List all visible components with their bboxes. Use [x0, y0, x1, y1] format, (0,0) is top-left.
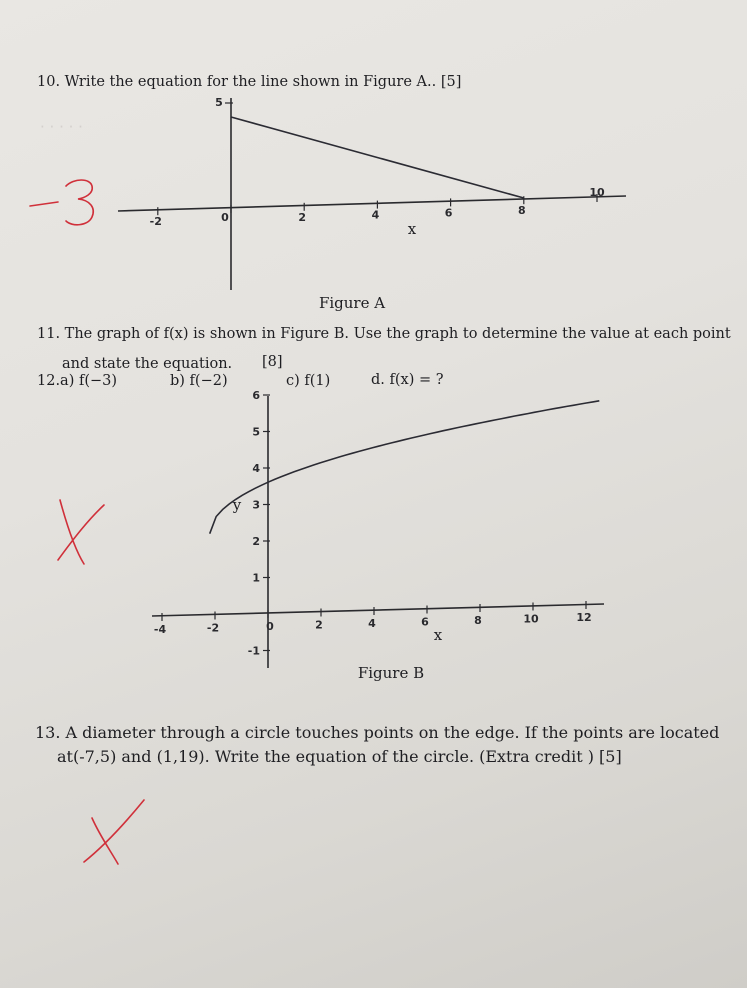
- handwritten-x-mark-12: [58, 500, 104, 564]
- figure-a-x-tick-label: -2: [149, 215, 162, 229]
- question-11-line-1: 11. The graph of f(x) is shown in Figure B. Use the graph to determine the value at each point: [37, 326, 731, 342]
- figure-a-x-axis-label: x: [407, 220, 417, 238]
- figure-b-x-tick-label: 6: [421, 615, 429, 629]
- handwritten-answer-minus-3: [30, 180, 93, 225]
- figure-a-x-tick-label: 6: [444, 206, 453, 220]
- figure-a-caption: Figure A: [318, 294, 386, 312]
- question-11-line-2: and state the equation.: [62, 356, 233, 372]
- figure-a-x-tick-label: 8: [517, 204, 526, 218]
- figure-b-x-tick-label: 8: [474, 614, 482, 627]
- figure-b-y-tick-label: 4: [252, 462, 260, 475]
- figure-a-y-tick-label-5: 5: [215, 96, 223, 109]
- figure-b-y-tick-label: 1: [252, 571, 260, 585]
- figure-b-y-tick-label: 6: [252, 389, 260, 402]
- question-13-line-1: 13. A diameter through a circle touches points on the edge. If the points are located: [35, 723, 720, 742]
- figure-b-caption: Figure B: [357, 664, 425, 682]
- figure-b-y-tick-label: 2: [252, 535, 260, 548]
- figure-b-y-tick-label: -1: [247, 644, 260, 658]
- question-10: 10. Write the equation for the line shown in Figure A.. [5]: [37, 74, 462, 90]
- figure-b-x-axis-label: x: [433, 626, 443, 644]
- figure-b-y-axis-label: y: [232, 496, 242, 514]
- figure-b-x-tick-label: 12: [576, 611, 592, 624]
- handwritten-x-mark-13: [84, 800, 144, 864]
- figure-a-x-tick-label: 2: [298, 210, 307, 224]
- figure-b-x-tick-label: 2: [315, 618, 323, 632]
- question-12d: d. f(x) = ?: [371, 372, 444, 388]
- question-12b: b) f(−2): [170, 373, 228, 389]
- figure-b-x-tick-label: -2: [206, 621, 220, 635]
- figure-b-x-tick-label: 10: [523, 612, 539, 626]
- question-12a: 12.a) f(−3): [37, 373, 118, 389]
- figure-a-x-tick-label: 0: [221, 211, 229, 224]
- bleed-through-text: · · · · ·: [40, 118, 83, 136]
- figure-a-x-tick-label: 10: [589, 186, 605, 199]
- question-12c: c) f(1): [286, 373, 331, 389]
- question-13-line-2: at(-7,5) and (1,19). Write the equation of the circle. (Extra credit ) [5]: [57, 747, 622, 766]
- figure-b-x-tick-label: -4: [153, 623, 167, 636]
- figure-b-x-tick-label: 4: [368, 617, 376, 630]
- figure-b-y-tick-label: 3: [252, 498, 260, 512]
- figure-b-y-tick-label: 5: [252, 425, 260, 439]
- figure-b-x-tick-label: 0: [266, 620, 274, 633]
- question-11-points: [8]: [262, 354, 283, 370]
- figure-a-x-tick-label: 4: [371, 208, 380, 222]
